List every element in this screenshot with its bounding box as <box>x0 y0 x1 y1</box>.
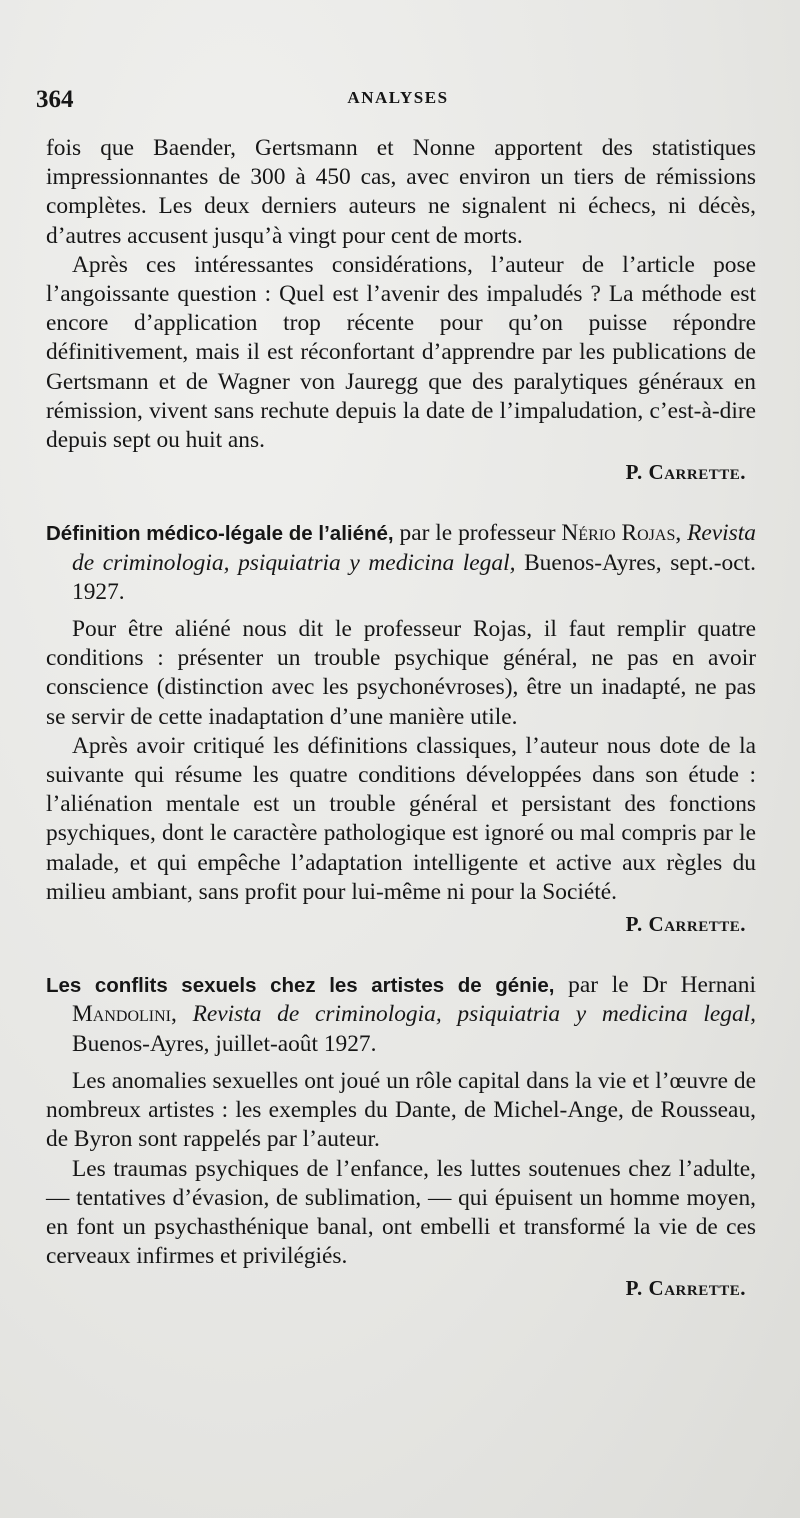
body-text <box>46 134 756 1304</box>
entry-place-date: Buenos-Ayres, sept.-oct. 1927. <box>72 549 756 605</box>
entry-byline: par le professeur <box>393 520 562 547</box>
signature: P. Carrette. <box>625 460 746 485</box>
entry-title: Les conflits sexuels chez les artistes de génie, <box>46 974 555 998</box>
page-number: 364 <box>36 86 74 113</box>
entry-byline: par le Dr Hernani <box>554 972 756 999</box>
paragraph: Pour être aliéné nous dit le professeur Rojas, il faut remplir quatre conditions : présenter un trouble psychique général, ne pas en avoir conscience (distinction avec les psychonévroses), être un inadapté, ne pas se servir de cette inadaptation d’une manière utile. <box>46 616 756 730</box>
entry-title: Définition médico-légale de l’aliéné, <box>46 522 394 546</box>
page-header <box>36 86 760 116</box>
paragraph: Les traumas psychiques de l’enfance, les luttes soutenues chez l’adulte, — tentatives d’évasion, de sublimation, — qui épuisent un homme moyen, en font un psychasthénique banal, ont embelli et transformé la vie de ces cerveaux infirmes et privilégiés. <box>46 1155 756 1270</box>
signature: P. Carrette. <box>625 912 746 937</box>
running-head: ANALYSES <box>347 88 449 107</box>
paragraph: Après avoir critiqué les définitions classiques, l’auteur nous dote de la suivante qui résume les quatre conditions développées dans son étude : l’aliénation mentale est un trouble général et persistant des fonctions psychiques, dont le caractère pathologique est ignoré ou mal compris par le malade, et qui empêche l’adaptation intelligente et active aux règles du milieu ambiant, sans profit pour lui-même ni pour la Société. <box>46 732 756 905</box>
paragraph: Les anomalies sexuelles ont joué un rôle capital dans la vie et l’œuvre de nombreux artistes : les exemples du Dante, de Michel-Ange, de Rousseau, de Byron sont rappelés par l’auteur. <box>46 1067 756 1153</box>
paragraph: Après ces intéressantes considérations, l’auteur de l’article pose l’angoissante question : Quel est l’avenir des impaludés ? La méthode est encore d’application trop récente pour qu’on puisse répondre définitivement, mais il est réconfortant d’apprendre par les publications de Gertsmann et de Wagner von Jauregg que des paralytiques généraux en rémission, vivent sans rechute depuis la date de l’impaludation, c’est-à-dire depuis sept ou huit ans. <box>46 251 756 454</box>
entry-place-date: Buenos-Ayres, juillet-août 1927. <box>72 1030 377 1057</box>
entry-author: Mandolini, <box>72 1001 177 1028</box>
entry-heading <box>46 519 756 607</box>
signature: P. Carrette. <box>625 1276 746 1301</box>
entry-journal: Revista de criminologia, psiquiatria y medicina legal, <box>192 1001 756 1028</box>
paragraph: fois que Baender, Gertsmann et Nonne apportent des statistiques impressionnantes de 300 à 450 cas, avec environ un tiers de rémissions complètes. Les deux derniers auteurs ne signalent ni échecs, ni décès, d’autres accusent jusqu’à vingt pour cent de morts. <box>46 135 756 249</box>
entry-heading <box>46 971 756 1059</box>
entry-journal: Revista de criminologia, psiquiatria y medicina legal, <box>72 520 756 576</box>
entry-author: Nério Rojas, <box>561 520 682 547</box>
